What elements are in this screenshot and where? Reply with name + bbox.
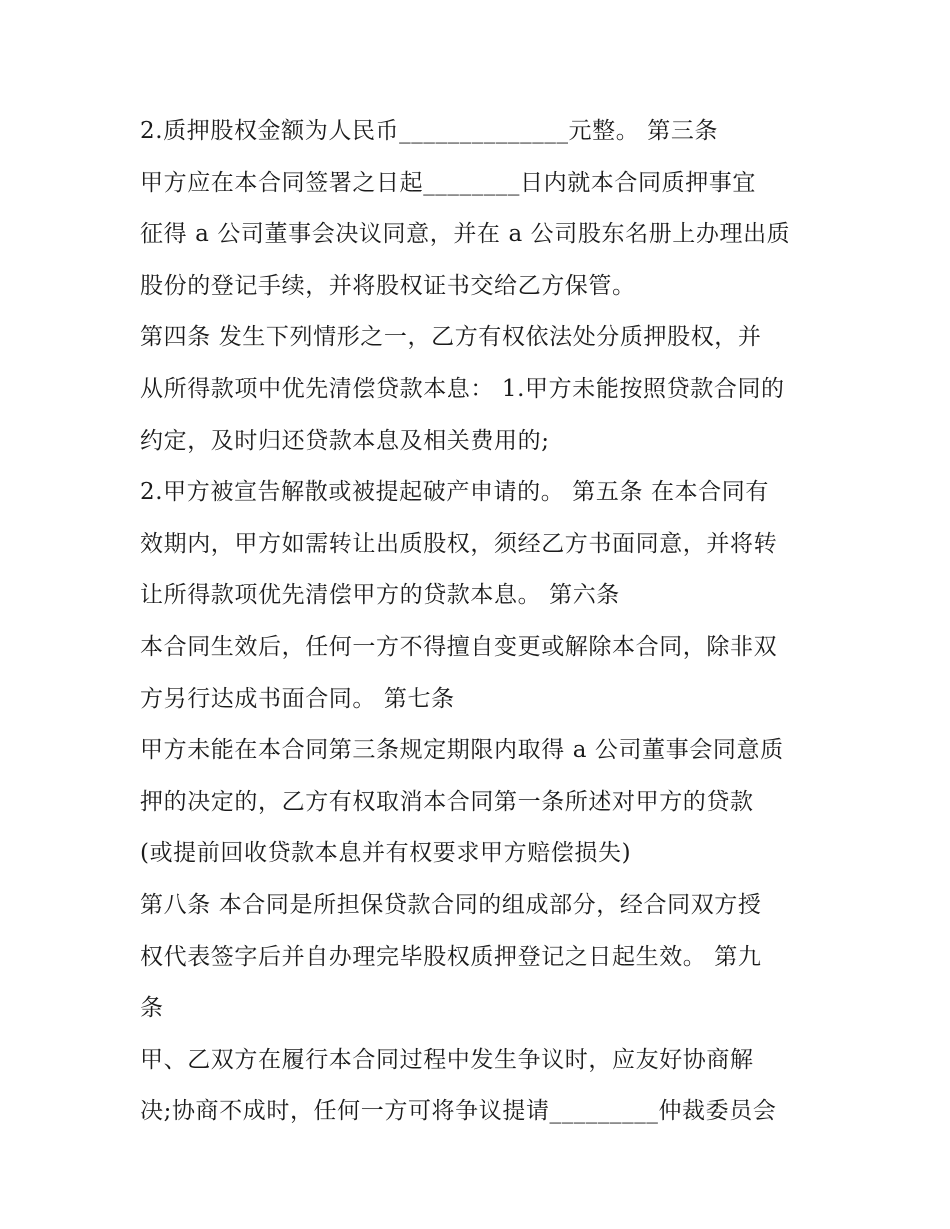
- text-line: 从所得款项中优先清偿贷款本息： 1.甲方未能按照贷款合同的: [140, 375, 785, 402]
- text-line: 决;协商不成时，任何一方可将争议提请_________仲裁委员会: [140, 1098, 777, 1125]
- text-line: 方另行达成书面合同。 第七条: [140, 685, 455, 712]
- text-line: 征得 a 公司董事会决议同意，并在 a 公司股东名册上办理出质: [140, 221, 791, 248]
- text-line: 条: [140, 995, 164, 1022]
- text-line: 让所得款项优先清偿甲方的贷款本息。 第六条: [140, 582, 620, 609]
- text-line: (或提前回收贷款本息并有权要求甲方赔偿损失): [140, 840, 632, 867]
- text-line: 押的决定的，乙方有权取消本合同第一条所述对甲方的贷款: [140, 788, 754, 815]
- text-line: 2.甲方被宣告解散或被提起破产申请的。 第五条 在本合同有: [140, 479, 769, 506]
- text-line: 股份的登记手续，并将股权证书交给乙方保管。: [140, 272, 636, 299]
- text-line: 甲方应在本合同签署之日起________日内就本合同质押事宜: [140, 169, 756, 196]
- text-line: 效期内，甲方如需转让出质股权，须经乙方书面同意，并将转: [140, 530, 778, 557]
- text-line: 甲方未能在本合同第三条规定期限内取得 a 公司董事会同意质: [140, 737, 784, 764]
- text-line: 甲、乙双方在履行本合同过程中发生争议时，应友好协商解: [140, 1046, 754, 1073]
- text-line: 第四条 发生下列情形之一，乙方有权依法处分质押股权，并: [140, 324, 762, 351]
- text-line: 约定，及时归还贷款本息及相关费用的;: [140, 427, 550, 454]
- text-line: 权代表签字后并自办理完毕股权质押登记之日起生效。 第九: [140, 943, 762, 970]
- text-line: 第八条 本合同是所担保贷款合同的组成部分，经合同双方授: [140, 891, 762, 918]
- text-line: 2.质押股权金额为人民币______________元整。 第三条: [140, 118, 719, 144]
- text-line: 本合同生效后，任何一方不得擅自变更或解除本合同，除非双: [140, 633, 778, 660]
- contract-text: [140, 106, 820, 1138]
